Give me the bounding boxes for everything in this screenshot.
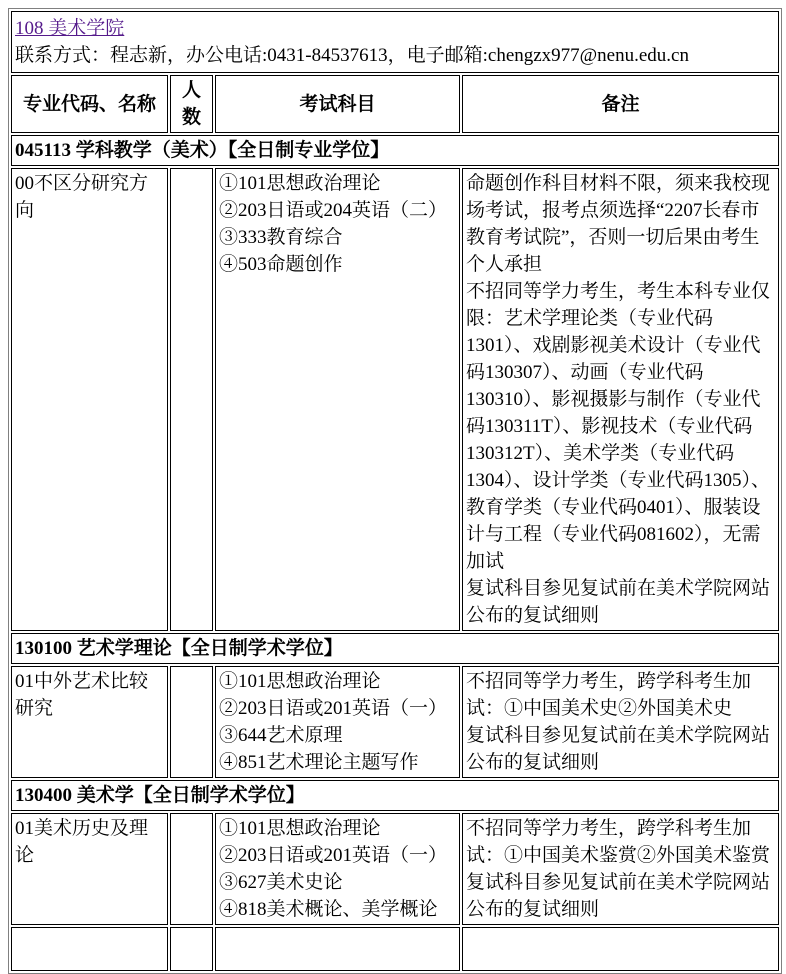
remark-paragraph: 不招同等学力考生，考生本科专业仅限：艺术学理论类（专业代码1301）、戏剧影视美术设计（专业代码130307）、动画（专业代码130310）、影视摄影与制作（专业代码130311T）、影视技术（专业代码130312T）、美术学类（专业代码1304）、设计学类（专业代码1305）、教育学类（专业代码0401）、服装设计与工程（专业代码081602），无需加试	[466, 281, 771, 572]
subject-line: ③333教育综合	[219, 227, 343, 248]
col-header-count: 人数	[170, 75, 213, 133]
department-cell	[11, 11, 779, 73]
remark-paragraph: 不招同等学力考生，跨学科考生加试：①中国美术鉴赏②外国美术鉴赏	[466, 818, 771, 866]
count-cell	[170, 666, 213, 778]
direction-cell	[11, 927, 168, 971]
contact-info: 联系方式：程志新，办公电话:0431-84537613，电子邮箱:chengzx977@nenu.edu.cn	[15, 45, 689, 66]
subject-line: ④818美术概论、美学概论	[219, 899, 438, 920]
direction-cell: 01美术历史及理论	[11, 813, 168, 925]
section-header-row	[11, 780, 779, 811]
remark-paragraph: 复试科目参见复试前在美术学院网站公布的复试细则	[466, 725, 771, 773]
remarks-cell	[462, 813, 779, 925]
remarks-cell	[462, 927, 779, 971]
count-cell	[170, 168, 213, 631]
section-title: 130400 美术学【全日制学术学位】	[11, 780, 779, 811]
column-header-row	[11, 75, 779, 133]
admissions-table	[8, 8, 782, 974]
subject-line: ③627美术史论	[219, 872, 343, 893]
remark-paragraph: 不招同等学力考生，跨学科考生加试：①中国美术史②外国美术史	[466, 671, 752, 719]
section-header-row	[11, 633, 779, 664]
direction-cell: 00不区分研究方向	[11, 168, 168, 631]
subjects-cell	[215, 168, 460, 631]
subject-line: ①101思想政治理论	[219, 671, 381, 692]
subject-line: ②203日语或201英语（一）	[219, 698, 448, 719]
table-row	[11, 813, 779, 925]
subject-line: ②203日语或201英语（一）	[219, 845, 448, 866]
count-cell	[170, 813, 213, 925]
section-title: 130100 艺术学理论【全日制学术学位】	[11, 633, 779, 664]
col-header-subjects: 考试科目	[215, 75, 460, 133]
subject-line: ④503命题创作	[219, 254, 343, 275]
cut-off-row	[11, 927, 779, 971]
subjects-cell	[215, 666, 460, 778]
subject-line: ④851艺术理论主题写作	[219, 752, 419, 773]
department-row	[11, 11, 779, 73]
table-row	[11, 666, 779, 778]
subjects-cell	[215, 927, 460, 971]
remark-paragraph: 复试科目参见复试前在美术学院网站公布的复试细则	[466, 578, 771, 626]
subjects-cell	[215, 813, 460, 925]
subject-line: ①101思想政治理论	[219, 173, 381, 194]
subject-line: ①101思想政治理论	[219, 818, 381, 839]
remarks-cell	[462, 666, 779, 778]
department-link[interactable]: 108 美术学院	[15, 18, 125, 39]
subject-line: ②203日语或204英语（二）	[219, 200, 448, 221]
section-title: 045113 学科教学（美术）【全日制专业学位】	[11, 135, 779, 166]
col-header-code-name: 专业代码、名称	[11, 75, 168, 133]
remark-paragraph: 复试科目参见复试前在美术学院网站公布的复试细则	[466, 872, 771, 920]
count-cell	[170, 927, 213, 971]
direction-cell: 01中外艺术比较研究	[11, 666, 168, 778]
col-header-remarks: 备注	[462, 75, 779, 133]
subject-line: ③644艺术原理	[219, 725, 343, 746]
remark-paragraph: 命题创作科目材料不限，须来我校现场考试，报考点须选择“2207长春市教育考试院”，否则一切后果由考生个人承担	[466, 173, 771, 275]
table-row	[11, 168, 779, 631]
section-header-row	[11, 135, 779, 166]
remarks-cell	[462, 168, 779, 631]
